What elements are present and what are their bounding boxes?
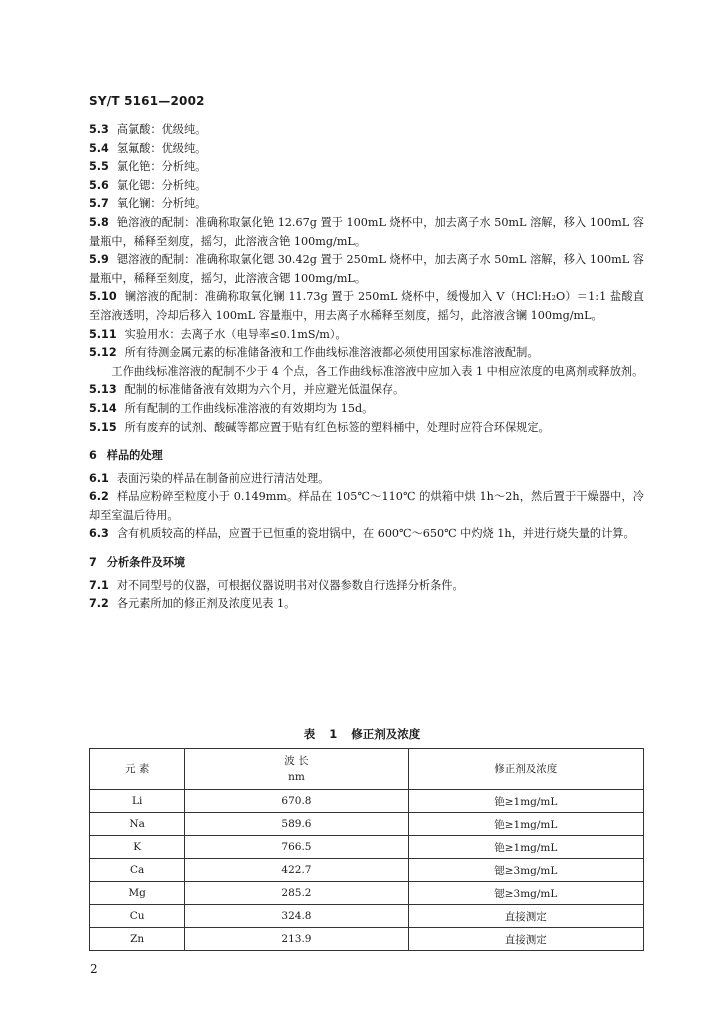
cell-element: Cu — [90, 905, 185, 928]
cell-modifier: 锶≥3mg/mL — [408, 859, 643, 882]
clause-5-10: 5.10 镧溶液的配制：准确称取氧化镧 11.73g 置于 250mL 烧杯中，缓慢加入 V（HCl:H₂O）＝1:1 盐酸直至溶液透明，冷却后移入 100mL 容量瓶中，用去离子水稀释至刻度，摇匀，此溶液含镧 100mg/mL。 — [89, 290, 644, 322]
clause-5-3: 5.3 高氯酸：优级纯。 — [89, 123, 207, 136]
table-row — [90, 882, 644, 905]
cell-element: Mg — [90, 882, 185, 905]
table-row — [90, 813, 644, 836]
clause-5-9: 5.9 锶溶液的配制：准确称取氯化锶 30.42g 置于 250mL 烧杯中，加去离子水 50mL 溶解，移入 100mL 容量瓶中，稀释至刻度，摇匀，此溶液含锶 100mg/mL。 — [89, 253, 644, 285]
clause-5-15: 5.15 所有废弃的试剂、酸碱等都应置于贴有红色标签的塑料桶中，处理时应符合环保规定。 — [89, 420, 550, 434]
table-header-row — [90, 749, 644, 790]
standard-code-header: SY/T 5161—2002 — [89, 94, 205, 108]
clause-7-1: 7.1 对不同型号的仪器，可根据仪器说明书对仪器参数自行选择分析条件。 — [89, 578, 464, 592]
cell-wavelength: 324.8 — [185, 905, 408, 928]
clause-5-12: 5.12 所有待测金属元素的标准储备液和工作曲线标准溶液都必须使用国家标准溶液配制。 — [89, 346, 539, 360]
clause-5-14: 5.14 所有配制的工作曲线标准溶液的有效期均为 15d。 — [89, 401, 374, 415]
table-row — [90, 790, 644, 813]
clause-6-1: 6.1 表面污染的样品在制备前应进行清洁处理。 — [89, 471, 330, 485]
cell-wavelength: 213.9 — [185, 928, 408, 951]
cell-wavelength: 670.8 — [185, 790, 408, 813]
clause-7-2: 7.2 各元素所加的修正剂及浓度见表 1。 — [89, 597, 296, 611]
clause-5-7: 5.7 氧化镧：分析纯。 — [89, 197, 207, 211]
page-number: 2 — [90, 962, 98, 976]
table-1-title: 表 1 修正剂及浓度 — [303, 727, 421, 741]
clause-5-4: 5.4 氢氟酸：优级纯。 — [89, 141, 207, 155]
section-6-heading: 6 样品的处理 — [89, 449, 163, 463]
cell-modifier: 铯≥1mg/mL — [408, 836, 643, 859]
table-row — [90, 928, 644, 951]
clause-5-11: 5.11 实验用水：去离子水（电导率≤0.1mS/m）。 — [89, 327, 347, 341]
clause-5-5: 5.5 氯化铯：分析纯。 — [89, 160, 207, 174]
cell-wavelength: 422.7 — [185, 859, 408, 882]
clause-6-2: 6.2 样品应粉碎至粒度小于 0.149mm。样品在 105℃～110℃ 的烘箱中烘 1h～2h，然后置于干燥器中，冷却至室温后待用。 — [89, 490, 644, 522]
cell-element: K — [90, 836, 185, 859]
header-modifier: 修正剂及浓度 — [408, 749, 643, 790]
cell-modifier: 锶≥3mg/mL — [408, 882, 643, 905]
clause-5-13: 5.13 配制的标准储备液有效期为六个月，并应避光低温保存。 — [89, 383, 405, 397]
cell-wavelength: 285.2 — [185, 882, 408, 905]
table-row — [90, 905, 644, 928]
modifier-table — [89, 748, 644, 951]
header-wavelength-unit: nm — [288, 771, 305, 783]
cell-element: Ca — [90, 859, 185, 882]
cell-modifier: 铯≥1mg/mL — [408, 790, 643, 813]
header-wavelength-label: 波 长 — [284, 755, 309, 767]
clause-5-8: 5.8 铯溶液的配制：准确称取氯化铯 12.67g 置于 100mL 烧杯中，加去离子水 50mL 溶解，移入 100mL 容量瓶中，稀释至刻度，摇匀，此溶液含铯 100mg/mL。 — [89, 215, 644, 248]
cell-element: Zn — [90, 928, 185, 951]
section-7-heading: 7 分析条件及环境 — [89, 556, 186, 570]
cell-element: Na — [90, 813, 185, 836]
cell-modifier: 直接测定 — [408, 905, 643, 928]
document-body — [89, 121, 644, 614]
cell-wavelength: 766.5 — [185, 836, 408, 859]
header-element: 元 素 — [90, 749, 185, 790]
clause-6-3: 6.3 含有机质较高的样品，应置于已恒重的瓷坩锅中，在 600℃～650℃ 中灼烧 1h，并进行烧失量的计算。 — [89, 527, 635, 541]
cell-wavelength: 589.6 — [185, 813, 408, 836]
clause-5-6: 5.6 氯化锶：分析纯。 — [89, 178, 207, 192]
cell-modifier: 铯≥1mg/mL — [408, 813, 643, 836]
cell-modifier: 直接测定 — [408, 928, 643, 951]
table-row — [90, 859, 644, 882]
header-wavelength — [185, 749, 408, 790]
clause-5-12-paragraph: 工作曲线标准溶液的配制不少于 4 个点，各工作曲线标准溶液中应加入表 1 中相应浓度的电离剂或释放剂。 — [111, 364, 644, 378]
cell-element: Li — [90, 790, 185, 813]
table-row — [90, 836, 644, 859]
